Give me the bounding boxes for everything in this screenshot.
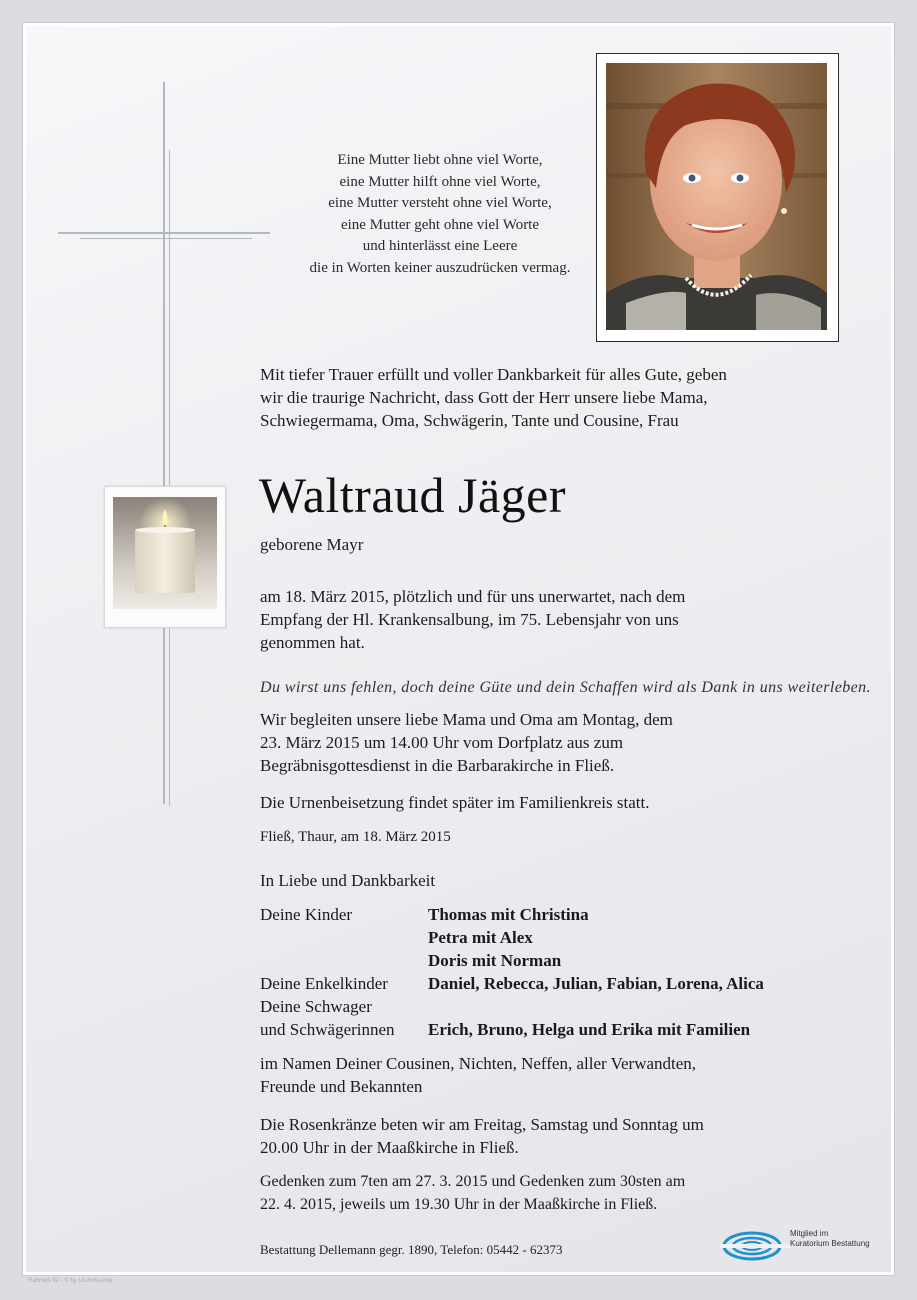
poem-line: die in Worten keiner auszudrücken vermag. <box>309 259 571 276</box>
portrait-frame <box>596 53 839 342</box>
relatives-line: im Namen Deiner Cousinen, Nichten, Neffen, aller Verwandten, <box>260 1054 697 1073</box>
intro-line: wir die traurige Nachricht, dass Gott der Herr unsere liebe Mama, <box>260 388 708 407</box>
frame-credit: Rahmen 92 - © by Lisch/Kuehle <box>28 1278 113 1284</box>
logo-caption <box>790 1229 870 1249</box>
funeral-line: Begräbnisgottesdienst in die Barbarakirche in Fließ. <box>260 756 615 775</box>
schwager-label: und Schwägerinnen <box>260 1020 395 1039</box>
funeral-home-footer: Bestattung Dellemann gegr. 1890, Telefon: 05442 - 62373 <box>260 1242 563 1257</box>
relatives-text <box>260 1052 696 1098</box>
place-date: Fließ, Thaur, am 18. März 2015 <box>260 829 451 845</box>
funeral-text <box>260 708 673 777</box>
logo-line: Kuratorium Bestattung <box>790 1239 870 1248</box>
schwager-label: Deine Schwager <box>260 997 372 1016</box>
death-line: Empfang der Hl. Krankensalbung, im 75. Lebensjahr von uns <box>260 610 679 629</box>
schwager-names: Erich, Bruno, Helga und Erika mit Familien <box>428 1020 751 1039</box>
intro-line: Schwiegermama, Oma, Schwägerin, Tante und Cousine, Frau <box>260 411 679 430</box>
kinder-name: Petra mit Alex <box>428 928 533 947</box>
memorial-line: 22. 4. 2015, jeweils um 19.30 Uhr in der Maaßkirche in Fließ. <box>260 1196 658 1213</box>
rosary-line: Die Rosenkränze beten wir am Freitag, Samstag und Sonntag um <box>260 1115 704 1134</box>
enkel-names: Daniel, Rebecca, Julian, Fabian, Lorena, Alica <box>428 974 764 993</box>
kinder-label: Deine Kinder <box>260 905 353 924</box>
urn-text: Die Urnenbeisetzung findet später im Familienkreis statt. <box>260 793 650 812</box>
candle-icon <box>104 486 226 628</box>
rosary-line: 20.00 Uhr in der Maaßkirche in Fließ. <box>260 1138 519 1157</box>
intro-text <box>260 363 727 432</box>
kinder-name: Doris mit Norman <box>428 951 562 970</box>
memorial-quote: Du wirst uns fehlen, doch deine Güte und dein Schaffen wird als Dank in uns weiterleben. <box>260 679 871 696</box>
love-line: In Liebe und Dankbarkeit <box>260 871 436 890</box>
rosary-text <box>260 1113 704 1159</box>
poem <box>270 150 610 279</box>
maiden-name: geborene Mayr <box>260 535 364 554</box>
death-line: genommen hat. <box>260 633 365 652</box>
poem-line: eine Mutter geht ohne viel Worte <box>340 216 540 233</box>
memorial-line: Gedenken zum 7ten am 27. 3. 2015 und Gedenken zum 30sten am <box>260 1173 686 1190</box>
portrait-photo <box>606 63 827 330</box>
poem-line: Eine Mutter liebt ohne viel Worte, <box>337 152 543 168</box>
poem-line: eine Mutter hilft ohne viel Worte, <box>339 173 541 190</box>
poem-line: und hinterlässt eine Leere <box>362 238 518 254</box>
death-text <box>260 585 685 654</box>
funeral-line: 23. März 2015 um 14.00 Uhr vom Dorfplatz aus zum <box>260 733 624 752</box>
funeral-line: Wir begleiten unsere liebe Mama und Oma am Montag, dem <box>260 710 673 729</box>
relatives-line: Freunde und Bekannten <box>260 1077 423 1096</box>
deceased-name: Waltraud Jäger <box>259 467 566 523</box>
intro-line: Mit tiefer Trauer erfüllt und voller Dankbarkeit für alles Gute, geben <box>260 365 727 384</box>
logo-line: Mitglied im <box>790 1229 829 1238</box>
poem-line: eine Mutter versteht ohne viel Worte, <box>328 195 552 211</box>
death-line: am 18. März 2015, plötzlich und für uns unerwartet, nach dem <box>260 587 686 606</box>
memorial-text <box>260 1170 685 1216</box>
kinder-name: Thomas mit Christina <box>428 905 589 924</box>
enkel-label: Deine Enkelkinder <box>260 974 388 993</box>
